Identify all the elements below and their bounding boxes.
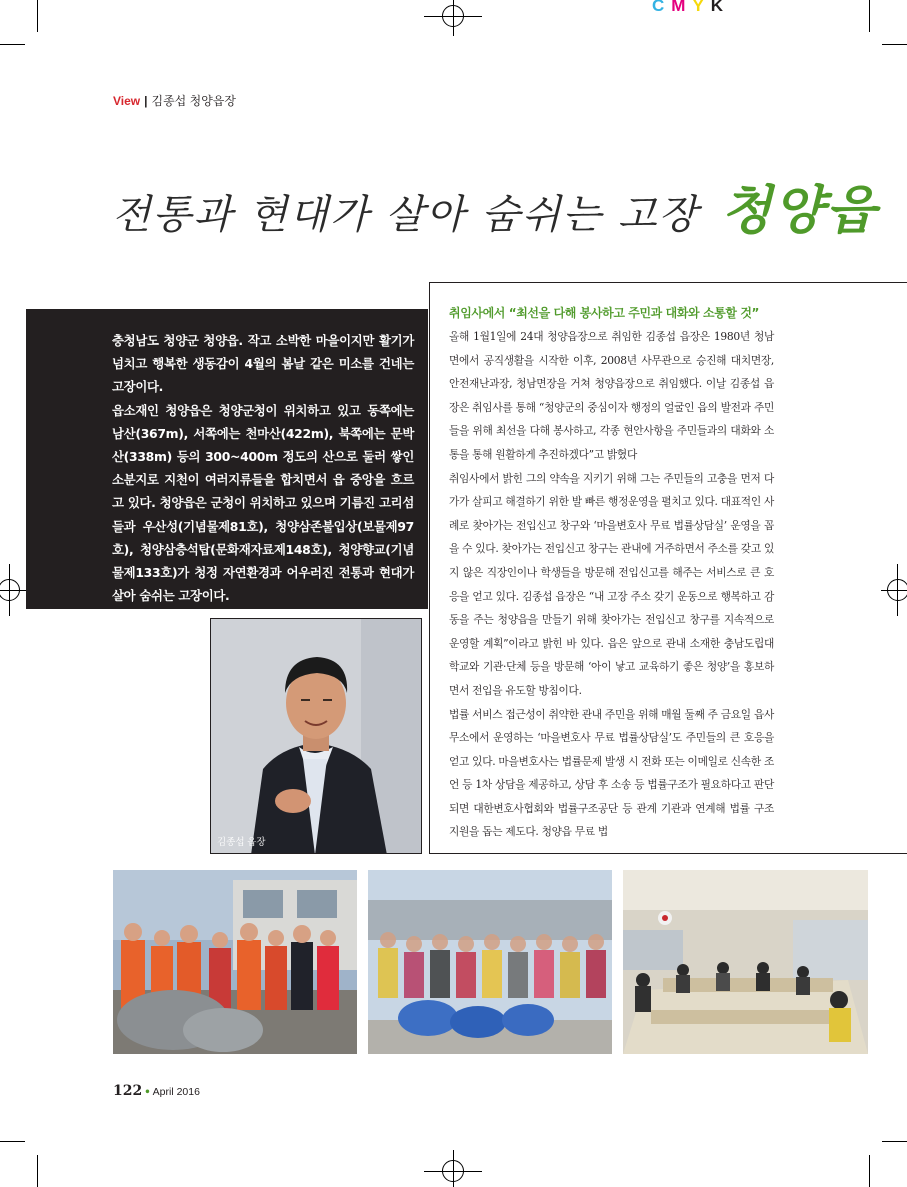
section-label xyxy=(113,92,236,109)
article-body xyxy=(449,303,774,844)
article-paragraph: 취임사에서 밝힌 그의 약속을 지키기 위해 그는 주민들의 고충을 먼저 다가가 살피고 해결하기 위한 발 빠른 행정운영을 펼치고 있다. 대표적인 사례로 찾아가는 전입신고 창구와 ‘마을변호사 무료 법률상담실’ 운영을 꼽을 수 있다. 찾아가는 전입신고 창구는 관내에 거주하면서 주소를 갖고 있지 않은 직장인이나 학생들을 방문해 전입신고를 해주는 서비스로 큰 호응을 얻고 있다. 김종섭 읍장은 “내 고장 주소 갖기 운동으로 행복하고 감동을 주는 청양읍을 만들기 위해 찾아가는 전입신고 창구를 지속적으로 운영할 계획”이라고 밝힌 바 있다. 읍은 앞으로 관내 소재한 충남도립대학교와 기관·단체 등을 방문해 ‘아이 낳고 교육하기 좋은 청양’을 홍보하면서 전입을 유도할 방침이다. xyxy=(449,471,774,697)
crop-mark xyxy=(37,0,38,32)
crop-mark xyxy=(882,1141,907,1142)
title-main: 전통과 현대가 살아 숨쉬는 고장 xyxy=(112,192,700,238)
portrait-illustration xyxy=(211,619,422,854)
crop-mark xyxy=(0,44,25,45)
portrait-photo xyxy=(210,618,422,854)
registration-line xyxy=(453,1150,454,1187)
page-title xyxy=(112,168,878,248)
portrait-caption: 김종섭 읍장 xyxy=(217,837,266,848)
section-separator: | xyxy=(144,94,148,108)
article-subhead: 취임사에서 “최선을 다해 봉사하고 주민과 대화와 소통할 것” xyxy=(449,306,760,320)
folio-bullet: • xyxy=(144,1087,151,1098)
issue-date: April 2016 xyxy=(152,1086,200,1098)
photo-group-volunteers xyxy=(368,870,612,1054)
registration-line xyxy=(9,564,10,616)
cmyk-letter-c: C xyxy=(652,0,672,15)
crop-mark xyxy=(37,1155,38,1187)
cmyk-color-bar xyxy=(652,0,730,16)
crop-mark xyxy=(869,1155,870,1187)
cmyk-letter-m: M xyxy=(671,0,693,15)
photo-meeting xyxy=(623,870,868,1054)
article-paragraph: 법률 서비스 접근성이 취약한 관내 주민을 위해 매월 둘째 주 금요일 읍사무소에서 운영하는 ‘마을변호사 무료 법률상담실’도 주민들의 큰 호응을 얻고 있다. 마을변호사는 법률문제 발생 시 전화 또는 이메일로 신속한 조언 등 1차 상담을 제공하고, 상담 후 소송 등 법률구조가 필요하다고 판단되면 대한변호사협회와 법률구조공단 등 관계 기관과 연계해 법률 구조지원을 돕는 제도다. 청양읍 무료 법 xyxy=(449,707,774,839)
cmyk-letter-k: K xyxy=(710,0,731,15)
section-name: View xyxy=(113,94,141,108)
lead-paragraph: 읍소재인 청양읍은 청양군청이 위치하고 있고 동쪽에는 남산(367m), 서쪽에는 천마산(422m), 북쪽에는 문박산(338m) 등의 300~400m 정도의 산으로 둘러 쌓인 소분지로 지천이 여러지류들을 합치면서 읍 중앙을 흐르고 있다. 청양읍은 군청이 위치하고 있으며 기름진 고리섬들과 우산성(기념물제81호), 청양삼존불입상(보물제97호), 청양삼층석탑(문화재자료제148호), 청양향교(기념물제133호)가 청정 자연환경과 어우러진 전통과 현대가 살아 숨쉬는 고장이다. xyxy=(112,402,414,604)
title-accent: 청양읍 xyxy=(721,180,878,241)
lead-paragraph: 충청남도 청양군 청양읍. 작고 소박한 마을이지만 활기가 넘치고 행복한 생동감이 4월의 봄날 같은 미소를 건네는 고장이다. xyxy=(112,333,414,395)
photo-cleanup-volunteers xyxy=(113,870,357,1054)
page-folio xyxy=(113,1083,200,1099)
crop-mark xyxy=(0,1141,25,1142)
article-paragraph: 올해 1월1일에 24대 청양읍장으로 취임한 김종섭 읍장은 1980년 청남면에서 공직생활을 시작한 이후, 2008년 사무관으로 승진해 대치면장, 안전재난과장, 청남면장을 거쳐 청양읍장으로 취임했다. 이날 김종섭 읍장은 취임사를 통해 “청양군의 중심이자 행정의 얼굴인 읍의 발전과 주민들을 위해 최선을 다해 봉사하고, 각종 현안사항을 주민들과의 대화와 소통을 통해 원활하게 추진하겠다”고 밝혔다 xyxy=(449,330,774,461)
registration-line xyxy=(453,0,454,36)
section-subject: 김종섭 청양읍장 xyxy=(151,94,236,108)
lead-box xyxy=(26,309,428,609)
crop-mark xyxy=(882,44,907,45)
registration-line xyxy=(0,590,26,591)
page-number: 122 xyxy=(113,1083,143,1099)
cmyk-letter-y: Y xyxy=(692,0,711,15)
crop-mark xyxy=(869,0,870,32)
